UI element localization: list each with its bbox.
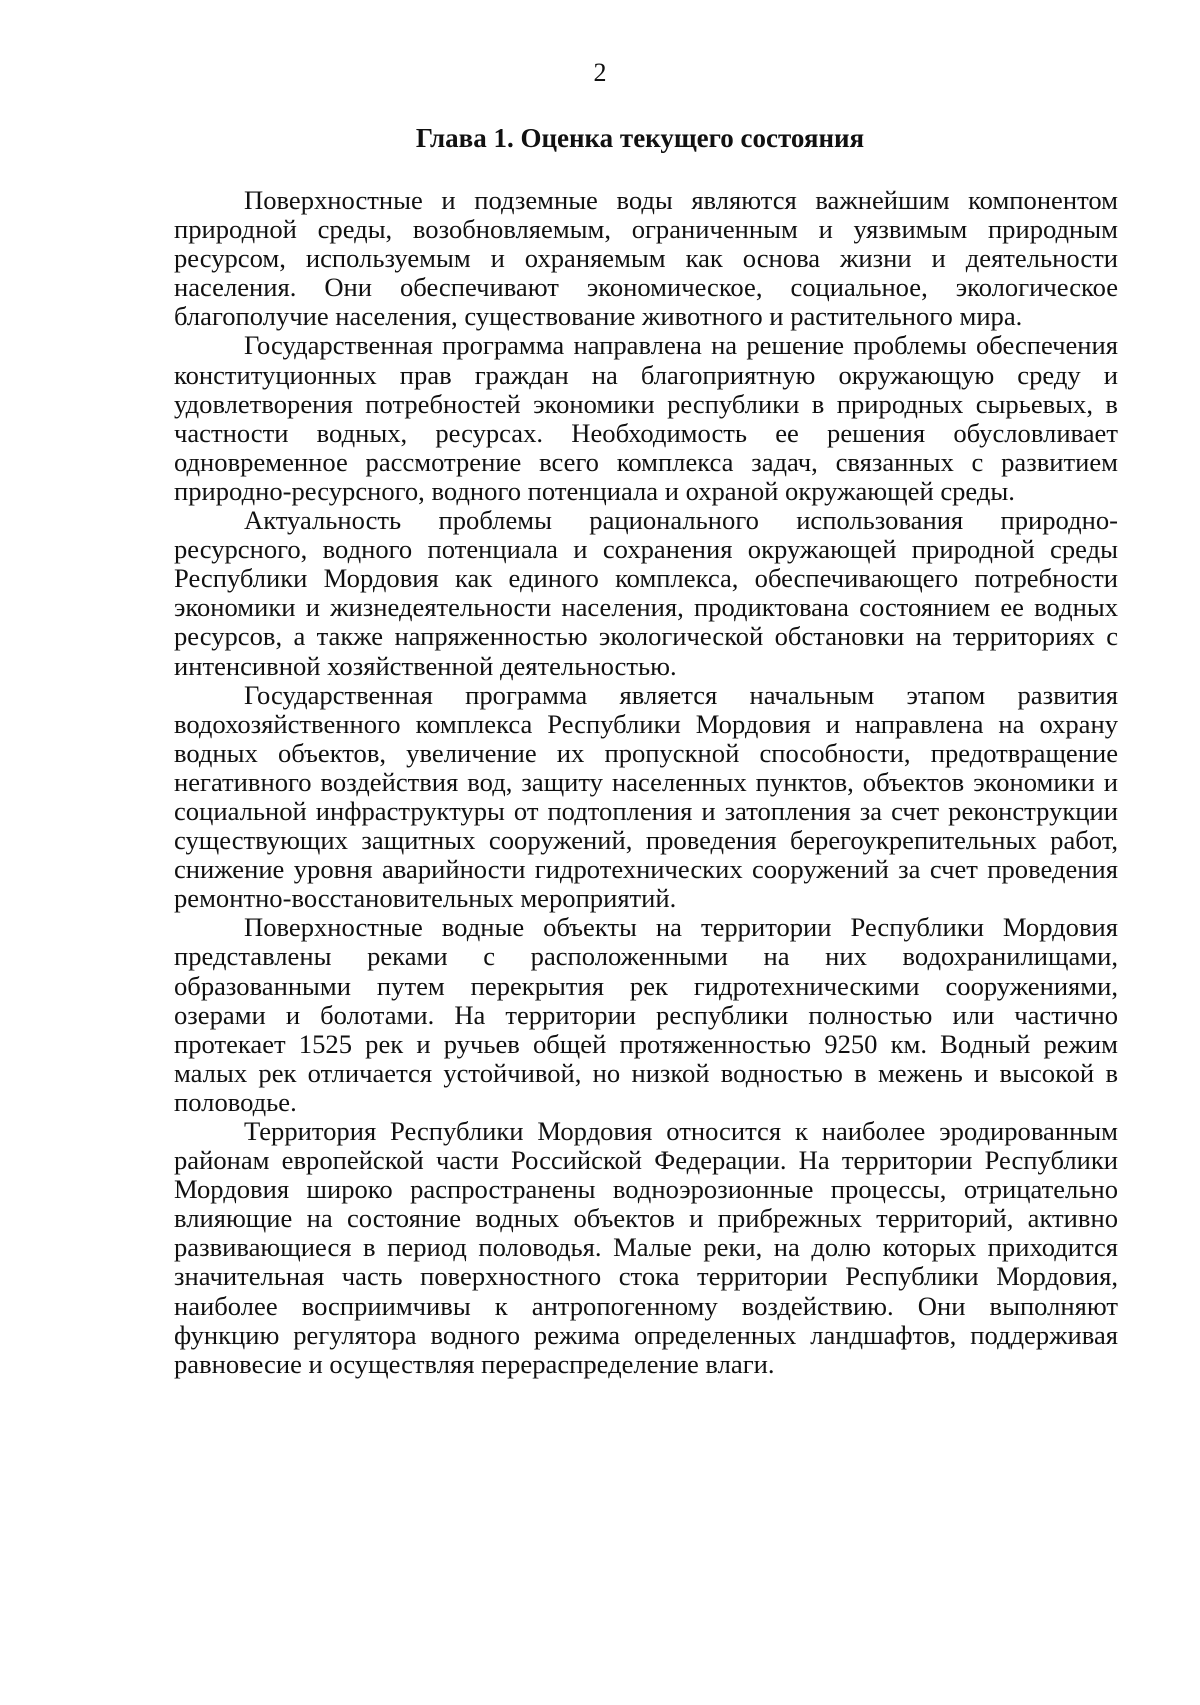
paragraph-2: Государственная программа направлена на решение проблемы обеспечения конституционных прав граждан на благоприятную окружающую среду и удовлетворения потребностей экономики республики в природных сырьевых, в частности водных, ресурсах. Необходимость ее решения обусловливает одновременное рассмотрение всего комплекса задач, связанных с развитием природно-ресурсного, водного потенциала и охраной окружающей среды.	[174, 330, 1118, 506]
page-number: 2	[593, 58, 607, 87]
paragraph-4: Государственная программа является начальным этапом развития водохозяйственного комплекса Республики Мордовия и направлена на охрану водных объектов, увеличение их пропускной способности, предотвращение негативного воздействия вод, защиту населенных пунктов, объектов экономики и социальной инфраструктуры от подтопления и затопления за счет реконструкции существующих защитных сооружений, проведения берегоукрепительных работ, снижение уровня аварийности гидротехнических сооружений за счет проведения ремонтно-восстановительных мероприятий.	[174, 679, 1118, 914]
body-text	[174, 186, 1118, 1379]
paragraph-5: Поверхностные водные объекты на территории Республики Мордовия представлены реками с расположенными на них водохранилищами, образованными путем перекрытия рек гидротехническими сооружениями, озерами и болотами. На территории республики полностью или частично протекает 1525 рек и ручьев общей протяженностью 9250 км. Водный режим малых рек отличается устойчивой, но низкой водностью в межень и высокой в половодье.	[174, 912, 1118, 1117]
paragraph-3: Актуальность проблемы рационального использования природно-ресурсного, водного потенциала и сохранения окружающей природной среды Республики Мордовия как единого комплекса, обеспечивающего потребности экономики и жизнедеятельности населения, продиктована состоянием ее водных ресурсов, а также напряженностью экологической обстановки на территориях с интенсивной хозяйственной деятельностью.	[174, 505, 1118, 681]
paragraph-6: Территория Республики Мордовия относится к наиболее эродированным районам европейской части Российской Федерации. На территории Республики Мордовия широко распространены водноэрозионные процессы, отрицательно влияющие на состояние водных объектов и прибрежных территорий, активно развивающиеся в период половодья. Малые реки, на долю которых приходится значительная часть поверхностного стока территории Республики Мордовия, наиболее восприимчивы к антропогенному воздействию. Они выполняют функцию регулятора водного режима определенных ландшафтов, поддерживая равновесие и осуществляя перераспределение влаги.	[174, 1116, 1118, 1379]
chapter-title: Глава 1. Оценка текущего состояния	[415, 123, 865, 153]
paragraph-1: Поверхностные и подземные воды являются важнейшим компонентом природной среды, возобновляемым, ограниченным и уязвимым природным ресурсом, используемым и охраняемым как основа жизни и деятельности населения. Они обеспечивают экономическое, социальное, экологическое благополучие населения, существование животного и растительного мира.	[174, 185, 1118, 332]
